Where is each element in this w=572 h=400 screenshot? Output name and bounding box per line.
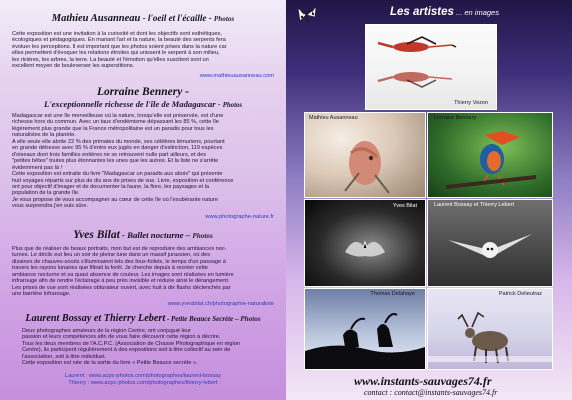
- description-line: en grande détresse avec 95 % d'entre eux jugés en danger d'extinction, 119 espèces: [12, 145, 223, 152]
- description-line: dizaines de chauves-souris s'illuminaient tels des feux-follets, le temps d'un passage à: [12, 258, 226, 265]
- description-line: Centre), ils participent régulièrement à des expositions soit à titre collectif au sein de: [22, 347, 231, 354]
- section-lorraine-bennery: [12, 86, 274, 221]
- footer-website-link[interactable]: www.instants-sauvages74.fr: [354, 374, 492, 388]
- website-link-laurent[interactable]: Laurent : www.acpc-photos.com/photographes/laurent-bossay: [64, 372, 222, 379]
- exhibition-title: - Petite Beauce Secrète –: [165, 315, 241, 323]
- section-title: [12, 229, 274, 243]
- flamingo-image: [366, 25, 496, 109]
- section-bossay-lebert: [12, 313, 274, 387]
- description-line: vous surprendra j'en suis sûre.: [12, 203, 88, 210]
- right-page: [286, 0, 572, 400]
- description-line: population de la grande île.: [12, 190, 80, 197]
- photo-caption: Patrick Delieutraz: [498, 291, 542, 297]
- title-suffix: ... en images: [453, 8, 499, 17]
- description-line: l'association, soit à titre individuel.: [22, 353, 107, 360]
- description-line: Tous les deux membres de l'A.C.P.C. (Association de Chasse Photographique en région: [22, 340, 240, 347]
- website-link[interactable]: www.mathieuausanneau.com: [199, 72, 274, 79]
- description-line: infrarouge afin de rendre l'éclairage à peu près invisible et réduire ainsi le dérangement.: [12, 278, 230, 285]
- website-link[interactable]: www.yvesbilat.ch/photographie-naturaliste: [167, 300, 274, 307]
- photo-caption: Mathieu Ausanneau: [309, 115, 358, 121]
- section-mathieu-ausanneau: [12, 12, 274, 80]
- section-yves-bilat: [12, 229, 274, 308]
- photo-flamingos: [365, 24, 497, 110]
- bat-image: [305, 200, 425, 286]
- photo-owl: [427, 199, 553, 287]
- description-line: turnes. Le déclic eut lieu un soir de pleine lune dans un massif jurassien, où des: [12, 252, 211, 259]
- description-line: naturalistes de la planète.: [12, 132, 76, 139]
- ibex-image: [305, 289, 425, 369]
- description-line: "petites bêtes" toutes plus étonnantes les unes que les autres. Et la liste ne s'arrête: [12, 158, 219, 165]
- reindeer-image: [428, 289, 552, 369]
- photo-ibex: [304, 288, 426, 370]
- photo-kingfisher: [427, 112, 553, 198]
- description-line: Plus que de réaliser de beaux portraits, mon but est de reproduire des ambiances noc-: [12, 246, 227, 252]
- artist-name: Yves Bilat: [73, 229, 120, 241]
- description-line: une barrière infrarouge.: [12, 291, 71, 298]
- description-line: passion et leurs compétences afin de vous faire découvrir cette région à décrire.: [22, 334, 221, 341]
- section-title: [12, 12, 274, 25]
- description-line: d'oiseaux dont trois familles entières ne se retrouvent nulle part ailleurs, et des: [12, 151, 207, 158]
- description-line: richesse hors du commun. Avec un taux d'endémisme dépassant les 85 %, cette île: [12, 119, 219, 126]
- photo-caption: Thierry Vezon: [454, 100, 488, 106]
- photo-caption: Laurent Bossay et Thierry Lebert: [434, 202, 514, 208]
- description-line: ont pour objectif d'imager et de documenter la faune, la flore, les paysages et la: [12, 183, 209, 190]
- title-main: Les artistes: [390, 6, 454, 18]
- section-subtitle: [12, 99, 274, 111]
- description-line: travers les rayons lunaires que filtrait la forêt. Je cherche depuis à recréer cette: [12, 265, 208, 272]
- description-line: A elle seule elle abrite 22 % des primates du monde, ses célèbres lémuriens, pourtant: [12, 138, 225, 145]
- description-line: ambiance nocturne et sa quasi absence de couleur. Les images sont réalisées en lumière: [12, 271, 234, 278]
- photo-caption: Yves Bilat: [392, 203, 417, 209]
- description-line: Madagascar est une île merveilleuse où la nature, lorsqu'elle est préservée, est d'une: [12, 113, 224, 119]
- footer-contact[interactable]: contact : contact@instants-sauvages74.fr: [364, 388, 498, 397]
- description-line: Les prises de vue sont réalisées obturateur ouvert, avec huit à dix flashs déclenchés par: [12, 284, 231, 291]
- photo-caption: Thomas Delahaye: [370, 291, 415, 297]
- photo-chameleon: [304, 112, 426, 198]
- description-line: huit voyages répartis sur plus de dix ans de prises de vue. Livre, exposition et conférence: [12, 177, 234, 184]
- description-line: légèrement plus grande que la France métropolitaine est un paradis pour tous les: [12, 125, 214, 132]
- description-line: évidemment pas là !: [12, 164, 63, 171]
- photos-tag: Photos: [213, 15, 235, 23]
- exhibition-title: L'exceptionnelle richesse de l'île de Madagascar -: [43, 99, 223, 109]
- section-title: Lorraine Bennery -: [97, 86, 189, 98]
- description-line: Je vous propose de vous accompagner au cœur de cette île où l'exubérante nature: [12, 196, 218, 203]
- section-title: [12, 313, 274, 325]
- photo-reindeer: [427, 288, 553, 370]
- photos-tag: Photos: [240, 315, 261, 323]
- photo-bat: [304, 199, 426, 287]
- website-link-thierry[interactable]: Thierry : www.acpc-photos.com/photographes/thierry-lebert: [68, 379, 218, 386]
- kingfisher-image: [428, 113, 552, 197]
- owl-image: [428, 200, 552, 286]
- artist-name: Mathieu Ausanneau: [51, 13, 141, 24]
- photos-tag: Photos: [222, 102, 243, 109]
- description-line: évoluer les perceptions. Il est important que les photos soient prises dans la nature car: [12, 43, 227, 50]
- description-line: Cette exposition est extraite du livre "Madagascar un paradis aux abois" qui présente: [12, 171, 223, 178]
- description-line: elles permettent d'évoquer les relations étroites qui unissent le serpent à son milieu,: [12, 50, 220, 57]
- description-line: les rivières, les arbres, la terre. La beauté et l'émotion qu'elles suscitent sont un: [12, 56, 209, 63]
- description-line: excellent moyen de bouleverser les superstitions.: [12, 63, 135, 70]
- description-line: Cette exposition est née de la sortie du livre « Petite Beauce secrète ».: [22, 360, 198, 367]
- exhibition-title: - Ballet nocturne –: [119, 230, 193, 240]
- description-line: Cette exposition est une invitation à la curiosité et dont les objectifs sont esthétiques,: [12, 31, 222, 37]
- exhibition-title: - l'oeil et l'écaille -: [140, 13, 214, 23]
- photos-tag: Photos: [192, 232, 213, 240]
- chameleon-image: [305, 113, 425, 197]
- artist-name: Laurent Bossay et Thierry Lebert: [25, 313, 166, 324]
- page-title: [390, 6, 499, 18]
- description-line: écologiques et pédagogiques. En mariant l'art et la nature, la beauté des serpents fera: [12, 37, 226, 44]
- description-line: Deux photographes amateurs de la région Centre, ont conjugué leur: [22, 328, 191, 334]
- butterfly-logo-icon: [294, 5, 320, 25]
- photo-caption: Lorraine Bennery: [434, 115, 477, 121]
- website-link[interactable]: www.photographe-nature.fr: [205, 213, 274, 220]
